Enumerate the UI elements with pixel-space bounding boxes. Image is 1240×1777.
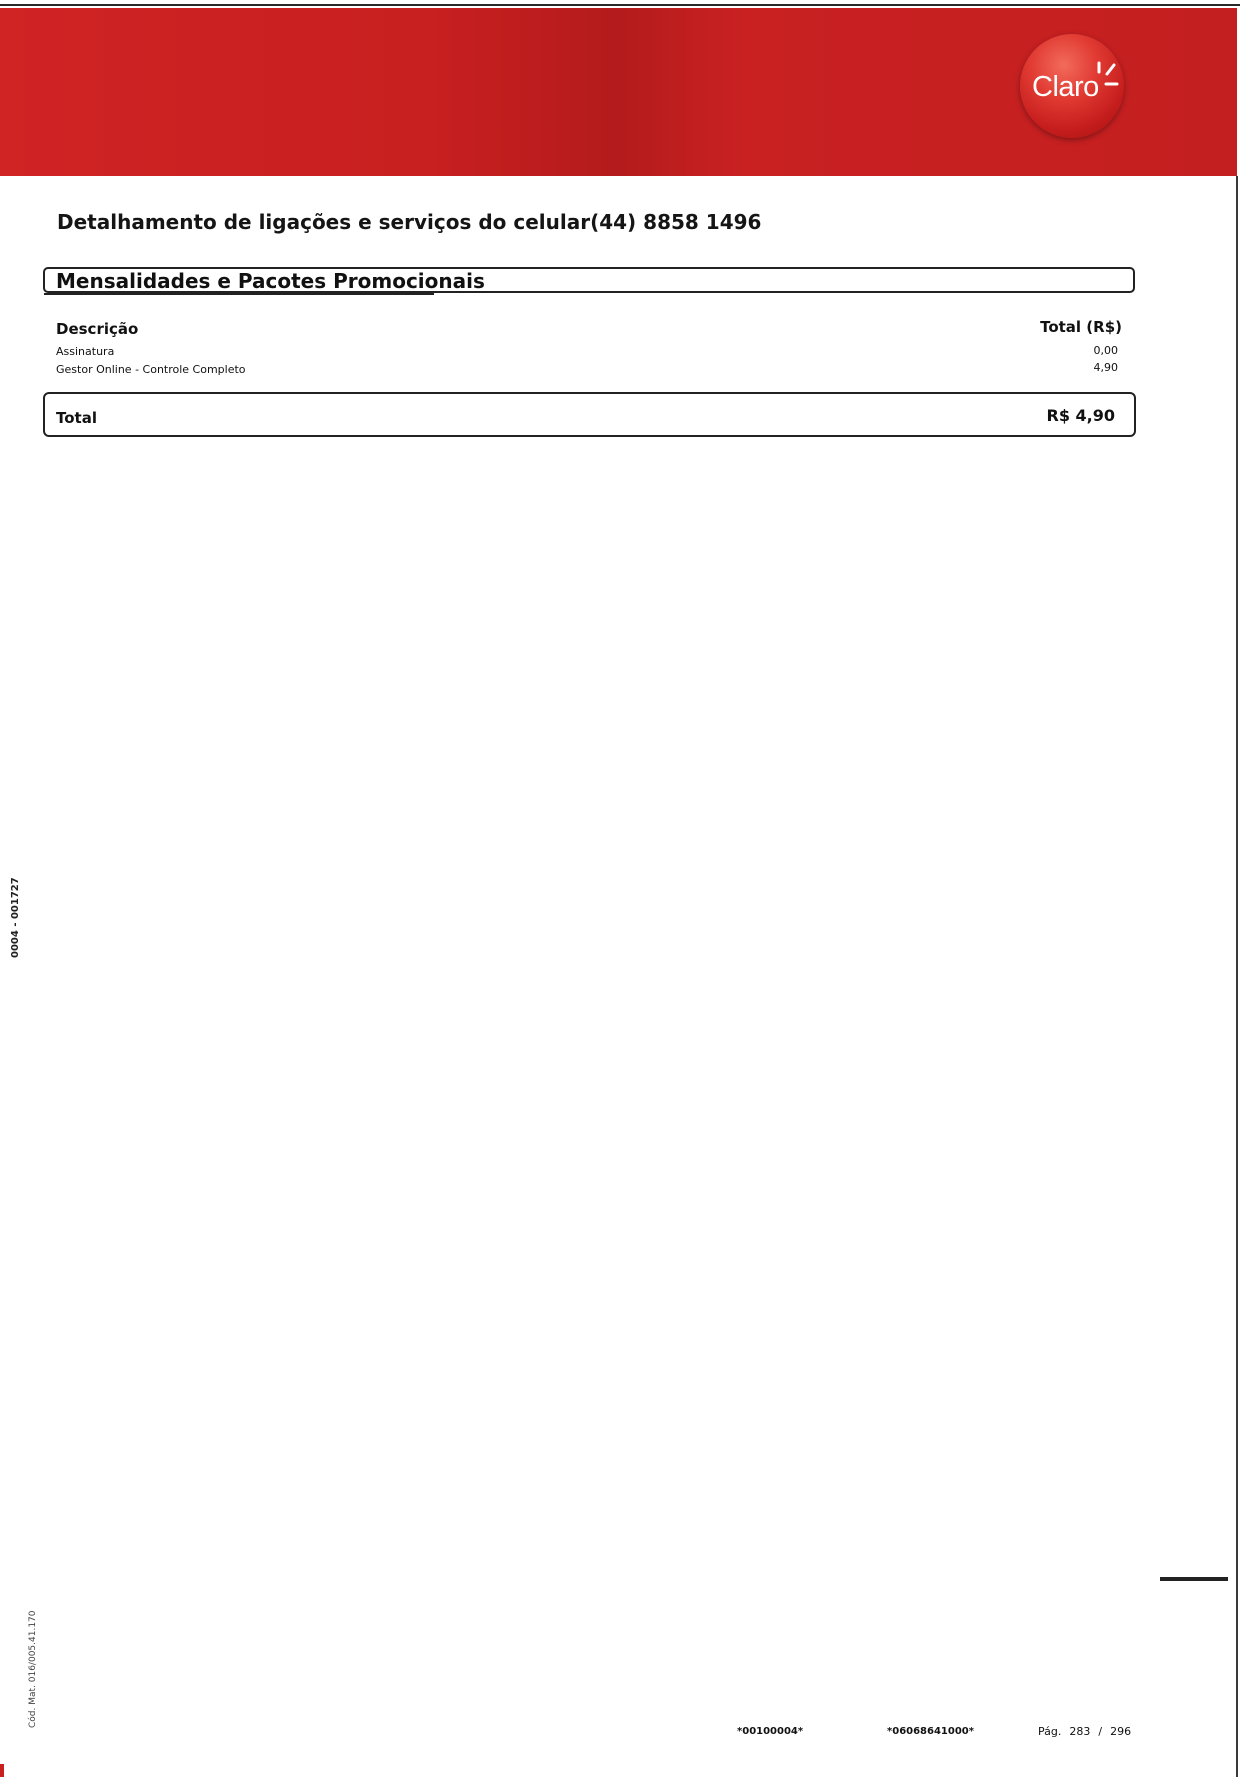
row-label-assinatura: Assinatura	[56, 345, 115, 358]
section-title: Mensalidades e Pacotes Promocionais	[56, 269, 485, 293]
total-box	[43, 392, 1136, 437]
logo-text: Claro	[1032, 71, 1099, 103]
row-value-assinatura: 0,00	[1093, 344, 1118, 357]
right-edge-line	[1236, 176, 1238, 1777]
side-document-code: 0004 - 001727	[10, 877, 21, 958]
right-margin-mark	[1160, 1577, 1228, 1581]
total-label: Total	[56, 409, 97, 427]
claro-logo	[1020, 34, 1124, 138]
row-label-gestor-online: Gestor Online - Controle Completo	[56, 363, 246, 376]
total-value: R$ 4,90	[1046, 406, 1115, 425]
page-total: 296	[1110, 1725, 1132, 1738]
logo-rays-icon	[1091, 60, 1121, 94]
top-border	[0, 0, 1240, 6]
column-header-description: Descrição	[56, 320, 139, 338]
footer-page-number	[1038, 1725, 1139, 1738]
bottom-left-tick	[0, 1764, 4, 1777]
page-title: Detalhamento de ligações e serviços do celular(44) 8858 1496	[57, 210, 762, 234]
row-value-gestor-online: 4,90	[1093, 361, 1118, 374]
footer-barcode-text-2: *06068641000*	[887, 1726, 974, 1737]
footer-barcode-text-1: *00100004*	[737, 1726, 804, 1737]
side-material-code: Cód. Mat. 016/005.41.170	[28, 1610, 38, 1728]
section-underline	[44, 293, 434, 295]
page-label: Pág.	[1038, 1725, 1062, 1738]
page-current: 283	[1069, 1725, 1091, 1738]
column-header-total: Total (R$)	[1040, 318, 1122, 336]
page-separator: /	[1098, 1725, 1103, 1738]
